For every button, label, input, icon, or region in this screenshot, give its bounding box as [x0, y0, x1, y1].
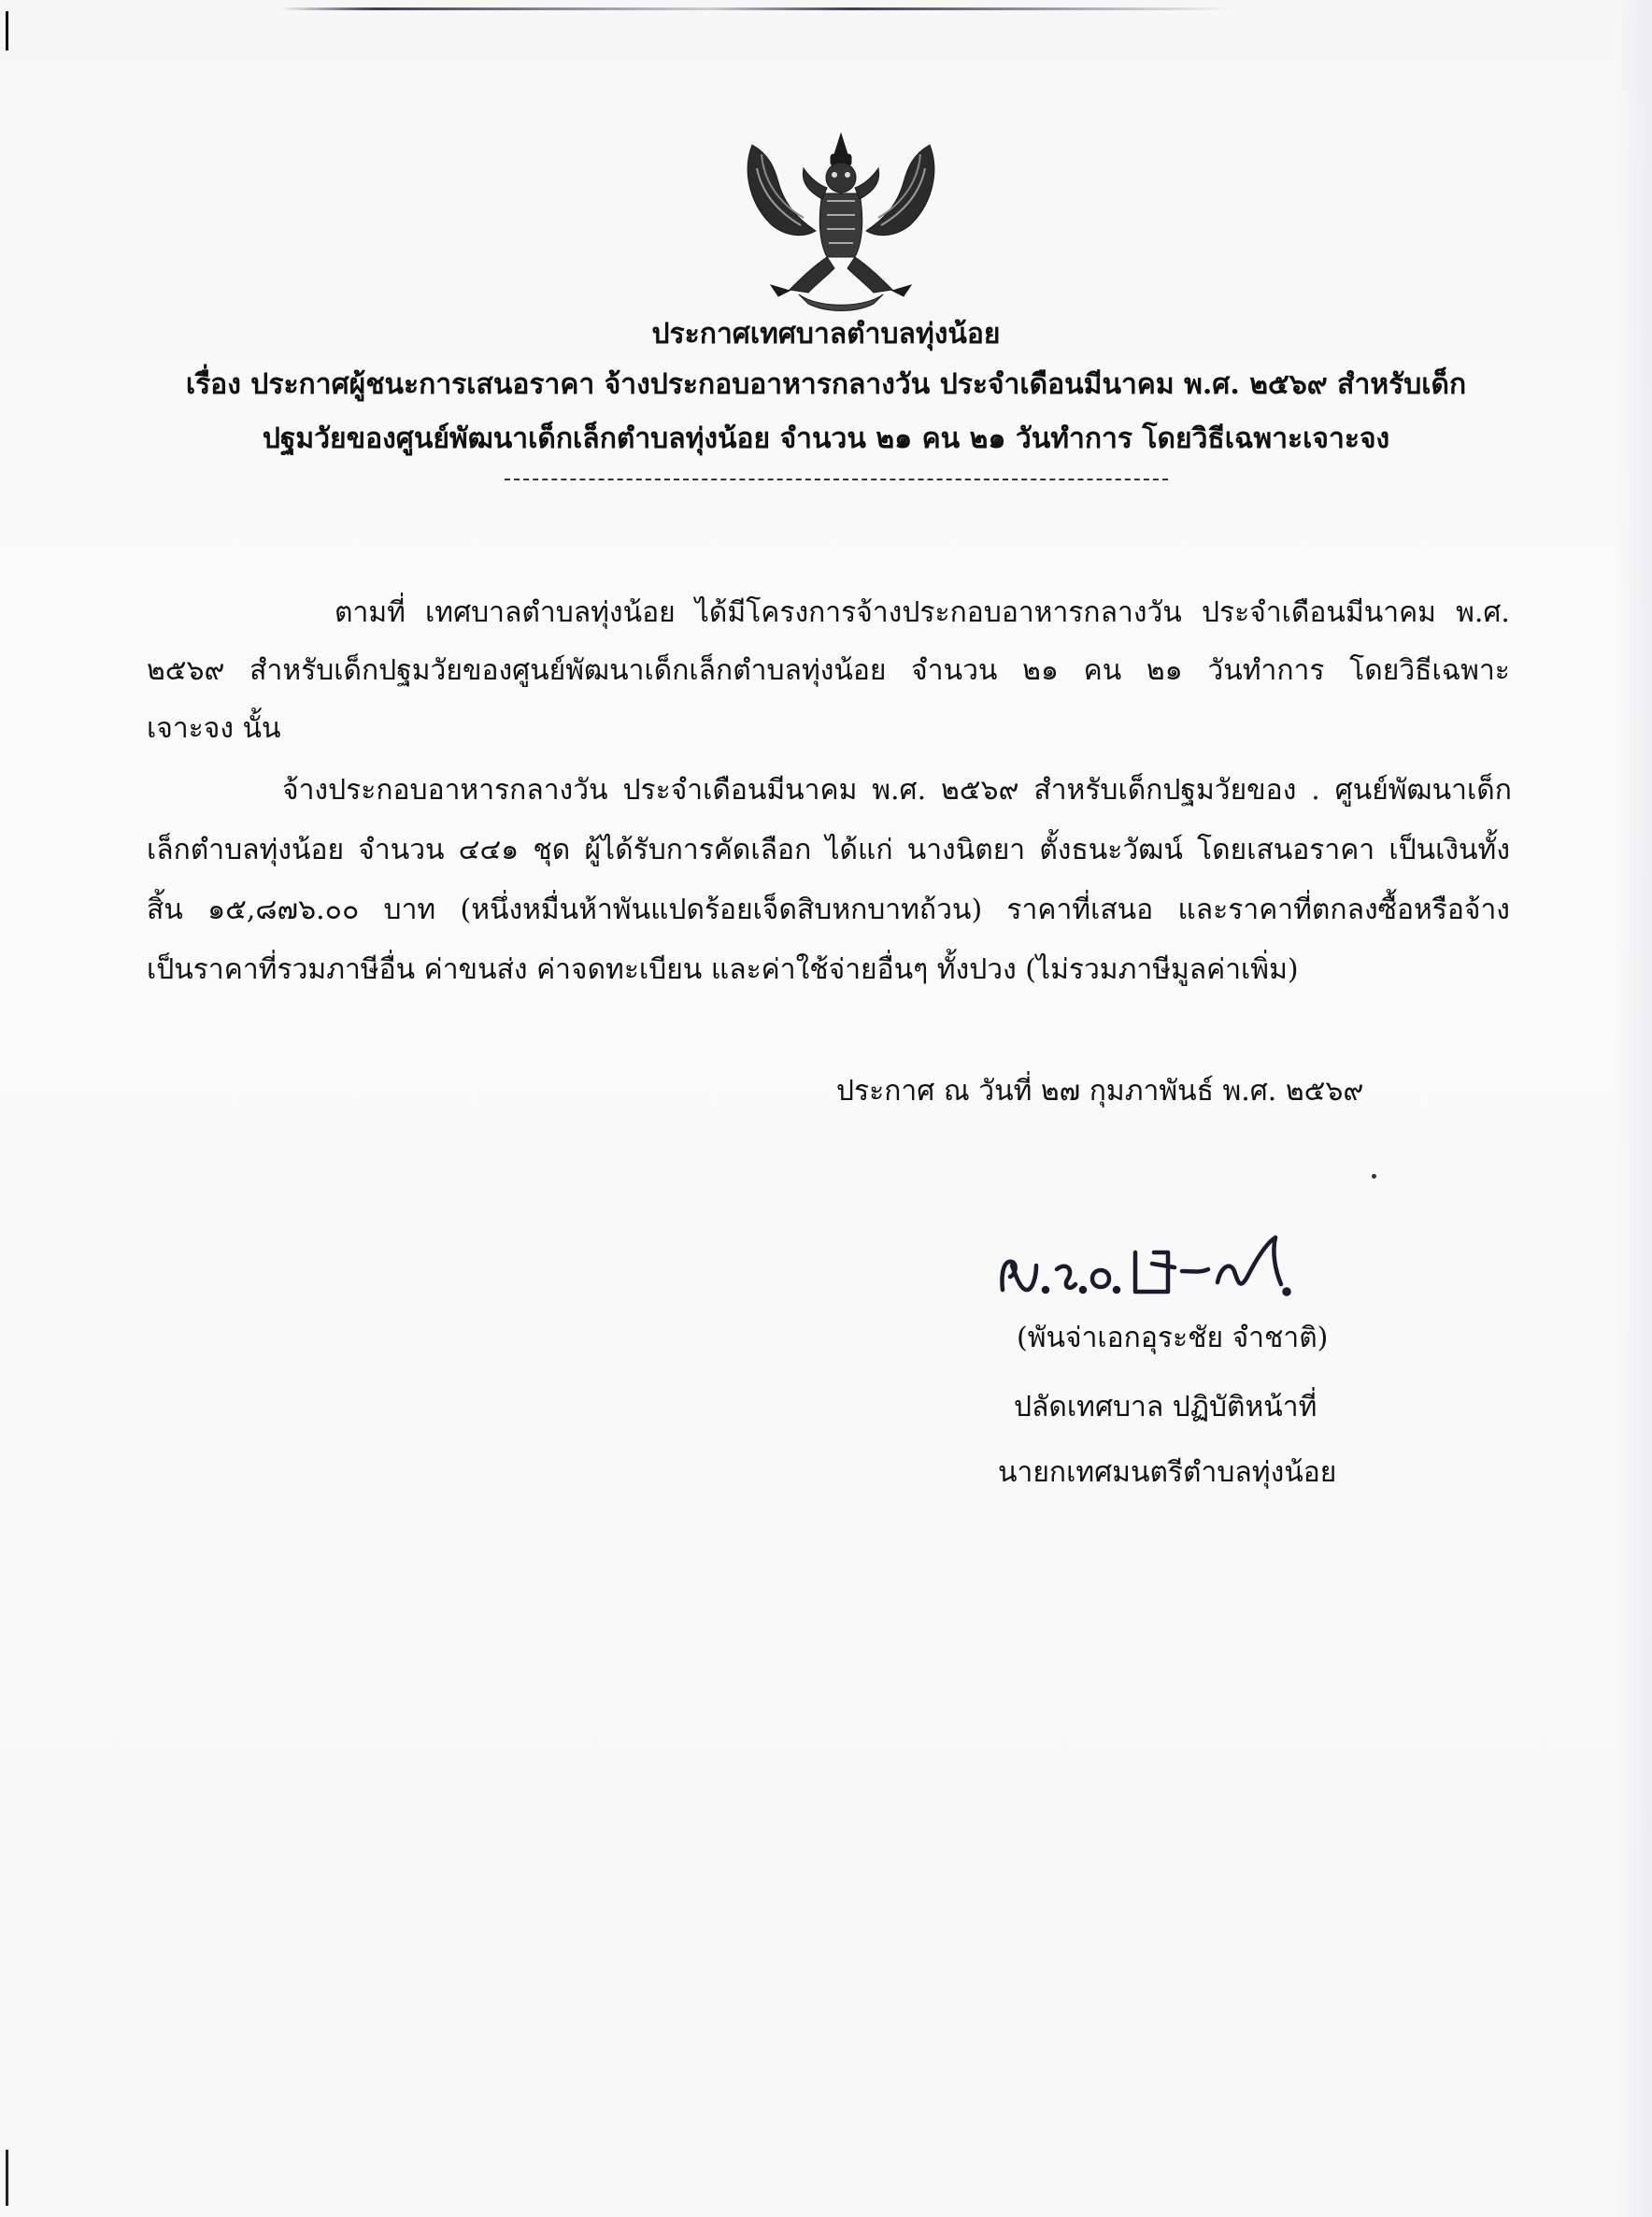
- text-segment: ตามที่: [335, 596, 406, 629]
- text-segment: ๑๕,๘๗๖.๐๐: [207, 894, 360, 926]
- text-segment: บาท: [383, 894, 436, 926]
- text-segment: เทศบาลตำบลทุ่งน้อย: [425, 596, 676, 629]
- subject-line-1: เรื่อง ประกาศผู้ชนะการเสนอราคา จ้างประกอบอาหารกลางวัน ประจำเดือนมีนาคม พ.ศ. ๒๕๖๙ สำหรับเด็ก: [185, 368, 1467, 401]
- text-segment: ๒๑: [1146, 654, 1183, 687]
- paragraph-2-line-1: [282, 772, 1512, 809]
- paragraph-2-line-3: [147, 892, 1510, 929]
- text-segment: โดยวิธีเฉพาะ: [1349, 654, 1510, 687]
- text-segment: เล็กตำบลทุ่งน้อย: [147, 834, 345, 866]
- text-segment: ประจำเดือนมีนาคม: [622, 774, 858, 807]
- announcement-date: ประกาศ ณ วันที่ ๒๗ กุมภาพันธ์ พ.ศ. ๒๕๖๙: [836, 1075, 1364, 1108]
- text-segment: คน: [1083, 654, 1122, 687]
- text-segment: พ.ศ.: [1456, 596, 1510, 629]
- paragraph-2-line-4: เป็นราคาที่รวมภาษีอื่น ค่าขนส่ง ค่าจดทะเบียน และค่าใช้จ่ายอื่นๆ ทั้งปวง (ไม่รวมภาษีมูลค่าเพิ่ม): [147, 953, 1299, 986]
- text-segment: ตั้งธนะวัฒน์: [1039, 834, 1183, 866]
- text-segment: ๒๕๖๙: [147, 654, 225, 687]
- subject-line-2: ปฐมวัยของศูนย์พัฒนาเด็กเล็กตำบลทุ่งน้อย จำนวน ๒๑ คน ๒๑ วันทำการ โดยวิธีเฉพาะเจาะจง: [262, 422, 1390, 455]
- text-segment: เป็นเงินทั้ง: [1389, 834, 1510, 866]
- paragraph-1-line-2: [147, 652, 1510, 690]
- scan-artifact-top: [280, 7, 1233, 10]
- text-segment: ๒๑: [1022, 654, 1059, 687]
- paragraph-1-line-1: [335, 594, 1510, 632]
- text-segment: พ.ศ.: [872, 774, 927, 807]
- paragraph-2-line-2: [147, 832, 1510, 869]
- text-segment: .: [1311, 774, 1320, 807]
- signatory-name: (พันจ่าเอกอุระชัย จำชาติ): [1017, 1322, 1329, 1354]
- paragraph-1-line-3: เจาะจง นั้น: [147, 712, 281, 745]
- garuda-emblem-icon: [733, 126, 948, 313]
- signatory-position-2: นายกเทศมนตรีตำบลทุ่งน้อย: [998, 1456, 1337, 1489]
- text-segment: สำหรับเด็กปฐมวัยของ: [1033, 774, 1297, 807]
- text-segment: นางนิตยา: [906, 834, 1026, 866]
- text-segment: ได้มีโครงการจ้างประกอบอาหารกลางวัน: [694, 596, 1182, 629]
- text-segment: ราคาที่เสนอ: [1006, 894, 1154, 926]
- document-title: ประกาศเทศบาลตำบลทุ่งน้อย: [651, 318, 1001, 350]
- text-segment: จ้างประกอบอาหารกลางวัน: [282, 774, 608, 807]
- text-segment: จำนวน: [911, 654, 998, 687]
- text-segment: สิ้น: [147, 894, 183, 926]
- text-segment: ๒๕๖๙: [941, 774, 1019, 807]
- scan-artifact-left-bottom: [6, 2150, 8, 2206]
- scan-dot: [1372, 1174, 1376, 1179]
- text-segment: ผู้ได้รับการคัดเลือก: [584, 834, 812, 866]
- handwritten-signature-icon: [995, 1224, 1294, 1309]
- text-segment: สำหรับเด็กปฐมวัยของศูนย์พัฒนาเด็กเล็กตำบลทุ่งน้อย: [249, 654, 887, 687]
- text-segment: (หนึ่งหมื่นห้าพันแปดร้อยเจ็ดสิบหกบาทถ้วน): [460, 894, 983, 926]
- signatory-position-1: ปลัดเทศบาล ปฏิบัติหน้าที่: [1014, 1391, 1317, 1423]
- text-segment: และราคาที่ตกลงซื้อหรือจ้าง: [1177, 894, 1510, 926]
- text-segment: วันทำการ: [1207, 654, 1325, 687]
- scan-artifact-left-top: [6, 11, 8, 50]
- heading-separator: [505, 479, 1168, 480]
- text-segment: จำนวน: [358, 834, 445, 866]
- text-segment: ๔๔๑: [458, 834, 520, 866]
- text-segment: ประจำเดือนมีนาคม: [1201, 596, 1436, 629]
- text-segment: ได้แก่: [825, 834, 893, 866]
- text-segment: โดยเสนอราคา: [1197, 834, 1375, 866]
- text-segment: ชุด: [533, 834, 571, 866]
- text-segment: ศูนย์พัฒนาเด็ก: [1334, 774, 1512, 807]
